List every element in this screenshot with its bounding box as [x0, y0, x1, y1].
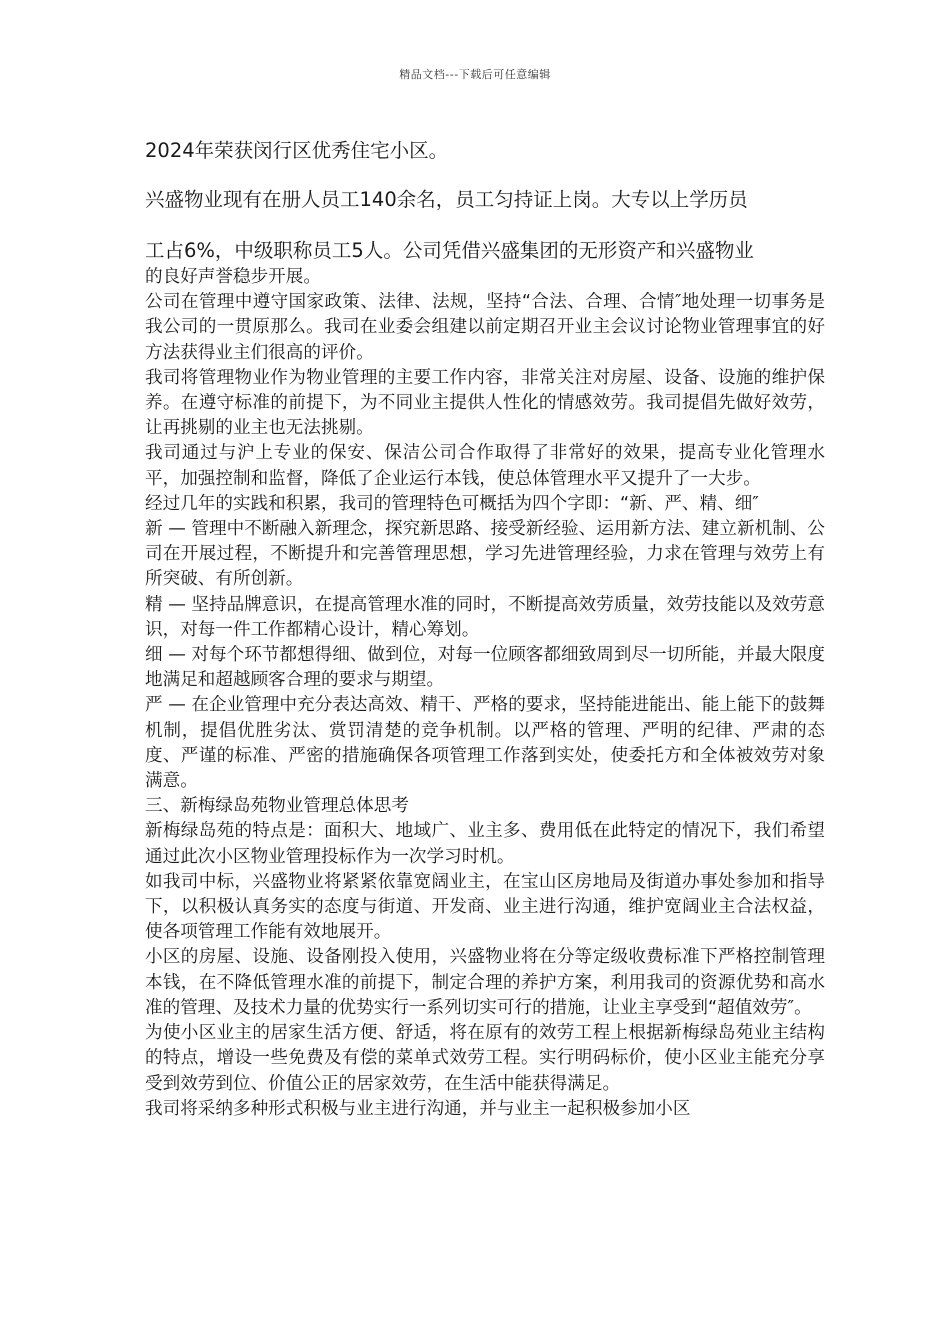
section-heading: 三、新梅绿岛苑物业管理总体思考 [145, 796, 409, 817]
paragraph: 经过几年的实践和积累，我司的管理特色可概括为四个字即：“新、严、精、细″ [145, 493, 759, 514]
lead-line-2: 兴盛物业现有在册人员工140余名，员工匀持证上岗。大专以上学历员 [145, 188, 748, 211]
paragraph: 我司将管理物业作为物业管理的主要工作内容，非常关注对房屋、设备、设施的维护保养。在遵守标准的前提下，为不同业主提供人性化的情感效劳。我司提倡先做好效劳，让再挑剔的业主也无法挑剔。 [145, 367, 825, 439]
paragraph: 公司在管理中遵守国家政策、法律、法规，坚持“合法、合理、合情″地处理一切事务是我公司的一贯原那么。我司在业委会组建以前定期召开业主会议讨论物业管理事宜的好方法获得业主们很高的评价。 [145, 292, 825, 363]
lead-line-3: 工占6%，中级职称员工5人。公司凭借兴盛集团的无形资产和兴盛物业 [145, 239, 754, 262]
paragraph: 的良好声誉稳步开展。 [145, 267, 321, 287]
body-text [145, 265, 825, 1122]
paragraph: 严 — 在企业管理中充分表达高效、精干、严格的要求，坚持能进能出、能上能下的鼓舞机制，提倡优胜劣汰、赏罚清楚的竞争机制。以严格的管理、严明的纪律、严肃的态度、严谨的标准、严密的措施确保各项管理工作落到实处，使委托方和全体被效劳对象满意。 [145, 695, 825, 792]
paragraph: 新梅绿岛苑的特点是：面积大、地域广、业主多、费用低在此特定的情况下，我们希望通过此次小区物业管理投标作为一次学习时机。 [145, 821, 825, 867]
paragraph: 我司通过与沪上专业的保安、保洁公司合作取得了非常好的效果，提高专业化管理水平，加强控制和监督，降低了企业运行本钱，使总体管理水平又提升了一大步。 [145, 443, 825, 489]
paragraph: 新 — 管理中不断融入新理念，探究新思路、接受新经验、运用新方法、建立新机制、公司在开展过程，不断提升和完善管理思想，学习先进管理经验，力求在管理与效劳上有所突破、有所创新。 [145, 519, 825, 590]
paragraph: 精 — 坚持品牌意识，在提高管理水准的同时，不断提高效劳质量，效劳技能以及效劳意识，对每一件工作都精心设计，精心筹划。 [145, 594, 825, 640]
paragraph: 为使小区业主的居家生活方便、舒适，将在原有的效劳工程上根据新梅绿岛苑业主结构的特点，增设一些免费及有偿的菜单式效劳工程。实行明码标价，使小区业主能充分享受到效劳到位、价值公正的居家效劳，在生活中能获得满足。 [145, 1023, 825, 1094]
lead-line-1: 2024年荣获闵行区优秀住宅小区。 [145, 139, 449, 162]
paragraph: 如我司中标，兴盛物业将紧紧依靠宽阔业主，在宝山区房地局及街道办事处参加和指导下，以积极认真务实的态度与街道、开发商、业主进行沟通，维护宽阔业主合法权益，使各项管理工作能有效地展开。 [145, 871, 825, 943]
paragraph: 我司将采纳多种形式积极与业主进行沟通，并与业主一起积极参加小区 [145, 1098, 691, 1119]
paragraph: 细 — 对每个环节都想得细、做到位，对每一位顾客都细致周到尽一切所能，并最大限度地满足和超越顾客合理的要求与期望。 [145, 645, 825, 691]
page-header: 精品文档---下载后可任意编辑 [399, 68, 551, 81]
paragraph: 小区的房屋、设施、设备刚投入使用，兴盛物业将在分等定级收费标准下严格控制管理本钱，在不降低管理水准的前提下，制定合理的养护方案，利用我司的资源优势和高水准的管理、及技术力量的优势实行一系列切实可行的措施，让业主享受到“超值效劳″。 [145, 947, 825, 1018]
